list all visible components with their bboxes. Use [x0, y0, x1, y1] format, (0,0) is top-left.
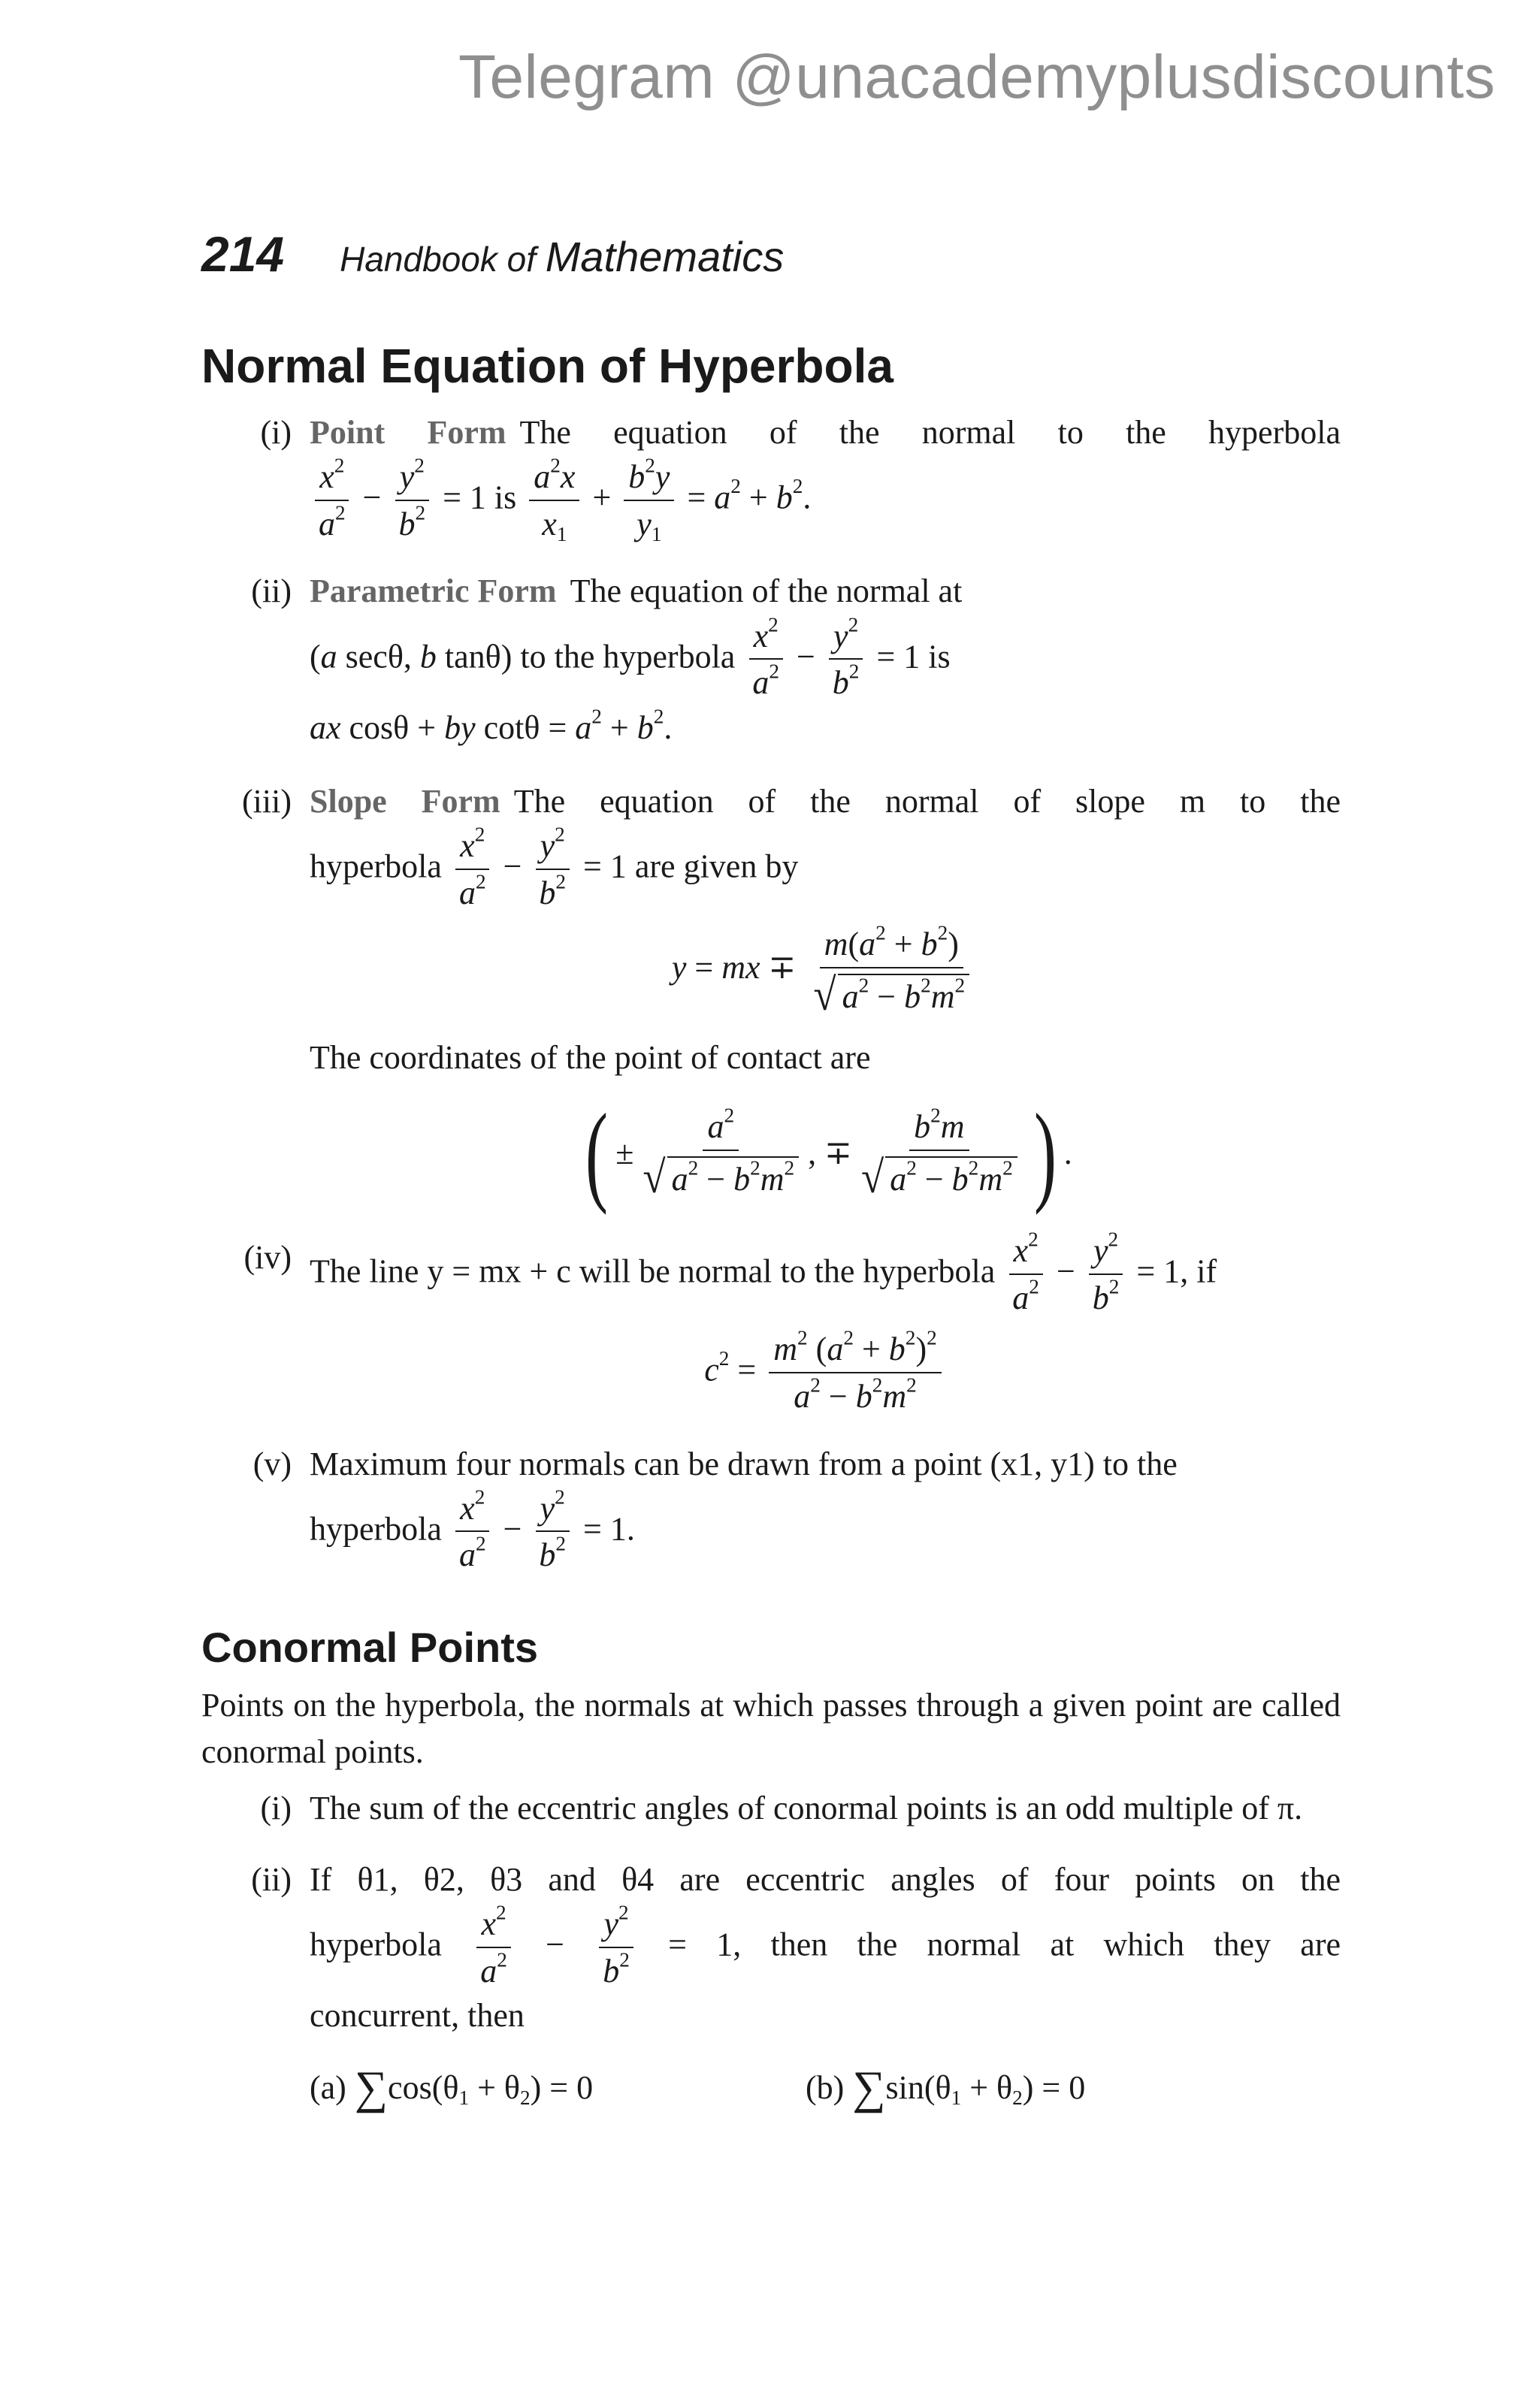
running-head — [201, 225, 784, 282]
parametric-equation: ax cosθ + by $\cot\theta = a^2 + b^2$. — [310, 705, 673, 746]
item-number: (i) — [260, 414, 292, 451]
normal-item-point-form — [201, 407, 1341, 543]
item-number: (ii) — [251, 573, 292, 610]
book-title — [340, 232, 784, 281]
item-body: The equation of the normal at — [570, 573, 963, 610]
concurrent-then: concurrent, then — [310, 1997, 525, 2035]
parametric-point: (a secθ, b tanθ) to the hyperbola $\frac{x^2}{a^2}$ − $\frac{y^2}{b^2}$ = 1 is — [310, 613, 951, 702]
option-b-label: (b) — [806, 2069, 845, 2107]
item-text: The sum of the eccentric angles of conormal points is an odd multiple of π. — [310, 1790, 1303, 1827]
slope-form-hyperbola: hyperbola $\frac{x^2}{a^2}$ − $\frac{y^2}{b^2}$ = 1 are given by — [310, 823, 799, 911]
watermark: Telegram @unacademyplusdiscounts — [458, 43, 1495, 111]
concurrent-options — [310, 2052, 1341, 2124]
option-b: (b) $\sum\sin(\theta_1 + \theta_2) = 0$ — [806, 2062, 1086, 2114]
section-heading-normal-equation: Normal Equation of Hyperbola — [201, 339, 893, 393]
option-a-label: (a) — [310, 2069, 346, 2107]
page-number: 214 — [201, 226, 285, 282]
normal-item-slope-form — [201, 776, 1341, 1216]
max-normals-hyperbola: hyperbola $\frac{x^2}{a^2}$ − $\frac{y^2}{b^2}$ = 1. — [310, 1485, 635, 1574]
item-number: (i) — [260, 1790, 292, 1827]
section-heading-conormal: Conormal Points — [201, 1624, 539, 1672]
normal-item-max-normals — [201, 1439, 1341, 1575]
normal-condition-equation: $c^2$ = $\frac{m^2 (a^2 + b^2)^2}{a^2 - b^2m^2}$ — [310, 1331, 1341, 1415]
item-lead: Parametric Form — [310, 573, 557, 610]
item-number: (v) — [252, 1445, 292, 1482]
conormal-item-concurrent — [201, 1854, 1341, 2125]
point-form-equation: $\frac{x^2}{a^2}$ − $\frac{y^2}{b^2}$ = 1 is $\frac{a^2x}{x_1}$ + $\frac{b^2y}{y_1}$ = $a^2 + b^2$. — [310, 458, 1341, 543]
item-text: Maximum four normals can be drawn from a point (x1, y1) to the — [310, 1445, 1178, 1482]
item-lead: Point Form — [310, 414, 506, 451]
item-body: The equation of the normal to the hyperbola — [519, 414, 1341, 451]
item-text — [310, 407, 1341, 458]
item-text: If θ1, θ2, θ3 and θ4 are eccentric angles of four points on the — [310, 1860, 1341, 1898]
book-title-prefix: Handbook of — [340, 240, 536, 279]
item-body: The line y = mx + c will be normal to the hyperbola — [310, 1252, 996, 1290]
concurrent-hyperbola: hyperbola $\frac{x^2}{a^2}$ − $\frac{y^2}{b^2}$ = 1, then the normal at which they are — [310, 1901, 1341, 1990]
normal-item-parametric-form — [201, 566, 1341, 754]
contact-text: The coordinates of the point of contact are — [310, 1039, 871, 1077]
item-text: The line y = mx + c will be normal to the hyperbola $\frac{x^2}{a^2}$ − $\frac{y^2}{b^2}$ = 1, if — [310, 1228, 1217, 1316]
item-number: (iii) — [242, 782, 292, 820]
item-body: The equation of the normal of slope m to the — [513, 782, 1341, 820]
page-content — [201, 338, 1341, 2147]
item-text — [310, 566, 1341, 617]
book-title-main: Mathematics — [545, 233, 785, 280]
contact-point: ( ± $a^2$ √ $a^2 - b^2m^2$ , ∓ $b^2m$ √ $a^2 - b^2m^2$ ) . — [585, 1091, 1072, 1216]
conormal-intro: Points on the hyperbola, the normals at which passes through a given point are called conormal points. — [201, 1687, 1341, 1770]
conormal-item-sum — [201, 1785, 1341, 1832]
item-number: (iv) — [243, 1239, 292, 1277]
item-lead: Slope Form — [310, 782, 500, 820]
item-text — [310, 776, 1341, 827]
item-number: (ii) — [251, 1860, 292, 1898]
slope-form-equation: y = mx ∓ $m(a^2 + b^2)$ √ $a^2 - b^2m^2$ — [310, 926, 1341, 1016]
option-a: (a) $\sum\cos(\theta_1 + \theta_2) = 0$ — [310, 2062, 594, 2114]
normal-item-condition — [201, 1228, 1341, 1415]
